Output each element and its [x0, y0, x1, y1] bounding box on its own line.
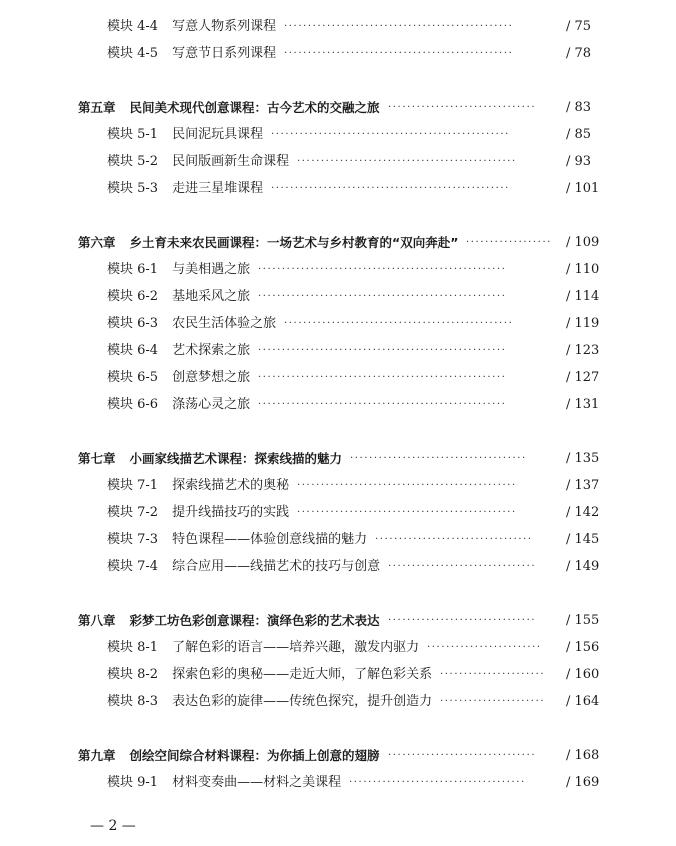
toc-module-entry[interactable]	[0, 557, 676, 577]
toc-module-entry[interactable]	[0, 530, 676, 550]
page-reference: / 110	[566, 262, 600, 277]
dot-leader: ················································	[284, 21, 514, 32]
toc-module-entry[interactable]	[0, 44, 676, 64]
module-number: 模块 6-2	[107, 289, 159, 304]
toc-module-entry[interactable]	[0, 395, 676, 415]
toc-chapter-entry[interactable]	[0, 449, 676, 469]
module-number: 模块 5-1	[107, 127, 159, 142]
dot-leader: ····················································	[258, 345, 507, 356]
chapter-title: 乡土育未来农民画课程：一场艺术与乡村教育的“双向奔赴”	[129, 235, 459, 250]
dot-leader: ······················	[440, 669, 546, 680]
dot-leader: ··············································	[297, 480, 517, 491]
chapter-number: 第五章	[78, 100, 116, 115]
chapter-number: 第九章	[78, 748, 116, 763]
dot-leader: ·······························	[388, 750, 537, 761]
dot-leader: ·······························	[388, 561, 537, 572]
chapter-title: 彩梦工坊色彩创意课程：演绎色彩的艺术表达	[129, 613, 380, 628]
entry-lead	[107, 179, 263, 199]
entry-lead	[78, 611, 380, 631]
page-reference: / 135	[566, 451, 600, 466]
page-reference: / 127	[566, 370, 600, 385]
toc-module-entry[interactable]	[0, 287, 676, 307]
dot-leader: ····················································	[258, 399, 507, 410]
module-title: 农民生活体验之旅	[172, 316, 277, 331]
module-number: 模块 6-5	[107, 370, 159, 385]
page-number-footer: — 2 —	[90, 818, 136, 834]
toc-module-entry[interactable]	[0, 665, 676, 685]
entry-lead	[107, 125, 263, 145]
page-reference: / 75	[566, 19, 592, 34]
dot-leader: ·····································	[350, 453, 527, 464]
module-number: 模块 7-3	[107, 532, 159, 547]
module-number: 模块 7-4	[107, 559, 159, 574]
dot-leader: ·································	[375, 534, 533, 545]
chapter-number: 第六章	[78, 235, 116, 250]
toc-module-entry[interactable]	[0, 476, 676, 496]
module-number: 模块 6-1	[107, 262, 159, 277]
module-title: 特色课程——体验创意线描的魅力	[172, 532, 368, 547]
dot-leader: ··················································	[271, 183, 510, 194]
page-reference: / 93	[566, 154, 592, 169]
dot-leader: ························	[427, 642, 542, 653]
toc-module-entry[interactable]	[0, 503, 676, 523]
module-title: 创意梦想之旅	[172, 370, 251, 385]
entry-lead	[107, 260, 250, 280]
dot-leader: ····················································	[258, 264, 507, 275]
module-number: 模块 8-3	[107, 694, 159, 709]
entry-lead	[107, 557, 380, 577]
entry-lead	[107, 314, 276, 334]
module-title: 了解色彩的语言——培养兴趣，激发内驱力	[172, 640, 420, 655]
module-title: 民间版画新生命课程	[172, 154, 290, 169]
entry-lead	[107, 530, 367, 550]
module-number: 模块 5-2	[107, 154, 159, 169]
toc-chapter-entry[interactable]	[0, 98, 676, 118]
dot-leader: ······················	[440, 696, 546, 707]
module-number: 模块 7-2	[107, 505, 159, 520]
toc-chapter-entry[interactable]	[0, 233, 676, 253]
module-title: 提升线描技巧的实践	[172, 505, 290, 520]
toc-chapter-entry[interactable]	[0, 611, 676, 631]
toc-module-entry[interactable]	[0, 692, 676, 712]
module-title: 材料变奏曲——材料之美课程	[172, 775, 342, 790]
entry-lead	[107, 368, 250, 388]
toc-module-entry[interactable]	[0, 368, 676, 388]
module-number: 模块 8-2	[107, 667, 159, 682]
page-reference: / 156	[566, 640, 600, 655]
toc-module-entry[interactable]	[0, 773, 676, 793]
entry-lead	[107, 638, 419, 658]
entry-lead	[107, 692, 432, 712]
chapter-title: 创绘空间综合材料课程：为你插上创意的翅膀	[129, 748, 380, 763]
toc-module-entry[interactable]	[0, 17, 676, 37]
page-reference: / 155	[566, 613, 600, 628]
toc-module-entry[interactable]	[0, 314, 676, 334]
chapter-number: 第七章	[78, 451, 116, 466]
entry-lead	[107, 287, 250, 307]
page-reference: / 114	[566, 289, 600, 304]
toc-module-entry[interactable]	[0, 638, 676, 658]
module-title: 与美相遇之旅	[172, 262, 251, 277]
entry-lead	[107, 503, 289, 523]
module-title: 表达色彩的旋律——传统色探究，提升创造力	[172, 694, 433, 709]
module-title: 艺术探索之旅	[172, 343, 251, 358]
module-title: 探索色彩的奥秘——走近大师，了解色彩关系	[172, 667, 433, 682]
module-title: 涤荡心灵之旅	[172, 397, 251, 412]
page-reference: / 160	[566, 667, 600, 682]
dot-leader: ················································	[284, 318, 514, 329]
dot-leader: ····················································	[258, 291, 507, 302]
module-title: 民间泥玩具课程	[172, 127, 264, 142]
page-reference: / 149	[566, 559, 600, 574]
entry-lead	[78, 98, 380, 118]
entry-lead	[78, 449, 342, 469]
page-reference: / 123	[566, 343, 600, 358]
dot-leader: ····················································	[258, 372, 507, 383]
entry-lead	[107, 44, 276, 64]
module-title: 写意人物系列课程	[172, 19, 277, 34]
toc-module-entry[interactable]	[0, 125, 676, 145]
entry-lead	[107, 341, 250, 361]
page-reference: / 101	[566, 181, 600, 196]
dot-leader: ··················	[466, 237, 553, 248]
entry-lead	[107, 773, 341, 793]
page-reference: / 145	[566, 532, 600, 547]
dot-leader: ················································	[284, 48, 514, 59]
page-reference: / 137	[566, 478, 600, 493]
module-number: 模块 7-1	[107, 478, 159, 493]
toc-module-entry[interactable]	[0, 341, 676, 361]
module-number: 模块 9-1	[107, 775, 159, 790]
dot-leader: ·······························	[388, 102, 537, 113]
dot-leader: ··············································	[297, 507, 517, 518]
page-reference: / 142	[566, 505, 600, 520]
dot-leader: ··············································	[297, 156, 517, 167]
entry-lead	[78, 233, 458, 253]
entry-lead	[107, 665, 432, 685]
module-title: 探索线描艺术的奥秘	[172, 478, 290, 493]
module-number: 模块 4-4	[107, 19, 159, 34]
dot-leader: ·······························	[388, 615, 537, 626]
toc-module-entry[interactable]	[0, 179, 676, 199]
page-reference: / 131	[566, 397, 600, 412]
entry-lead	[78, 746, 380, 766]
chapter-title: 小画家线描艺术课程：探索线描的魅力	[129, 451, 343, 466]
page-reference: / 119	[566, 316, 600, 331]
chapter-number: 第八章	[78, 613, 116, 628]
module-number: 模块 6-6	[107, 397, 159, 412]
entry-lead	[107, 395, 250, 415]
page-reference: / 168	[566, 748, 600, 763]
page-reference: / 109	[566, 235, 600, 250]
page-reference: / 169	[566, 775, 600, 790]
module-number: 模块 6-3	[107, 316, 159, 331]
toc-chapter-entry[interactable]	[0, 746, 676, 766]
entry-lead	[107, 476, 289, 496]
module-number: 模块 6-4	[107, 343, 159, 358]
entry-lead	[107, 152, 289, 172]
entry-lead	[107, 17, 276, 37]
module-number: 模块 8-1	[107, 640, 159, 655]
module-title: 走进三星堆课程	[172, 181, 264, 196]
module-number: 模块 4-5	[107, 46, 159, 61]
page-reference: / 78	[566, 46, 592, 61]
module-title: 写意节日系列课程	[172, 46, 277, 61]
page-reference: / 83	[566, 100, 592, 115]
dot-leader: ··················································	[271, 129, 510, 140]
toc-module-entry[interactable]	[0, 152, 676, 172]
module-number: 模块 5-3	[107, 181, 159, 196]
toc-module-entry[interactable]	[0, 260, 676, 280]
module-title: 基地采风之旅	[172, 289, 251, 304]
dot-leader: ·····································	[349, 777, 526, 788]
page-reference: / 85	[566, 127, 592, 142]
page-reference: / 164	[566, 694, 600, 709]
module-title: 综合应用——线描艺术的技巧与创意	[172, 559, 381, 574]
chapter-title: 民间美术现代创意课程：古今艺术的交融之旅	[129, 100, 380, 115]
